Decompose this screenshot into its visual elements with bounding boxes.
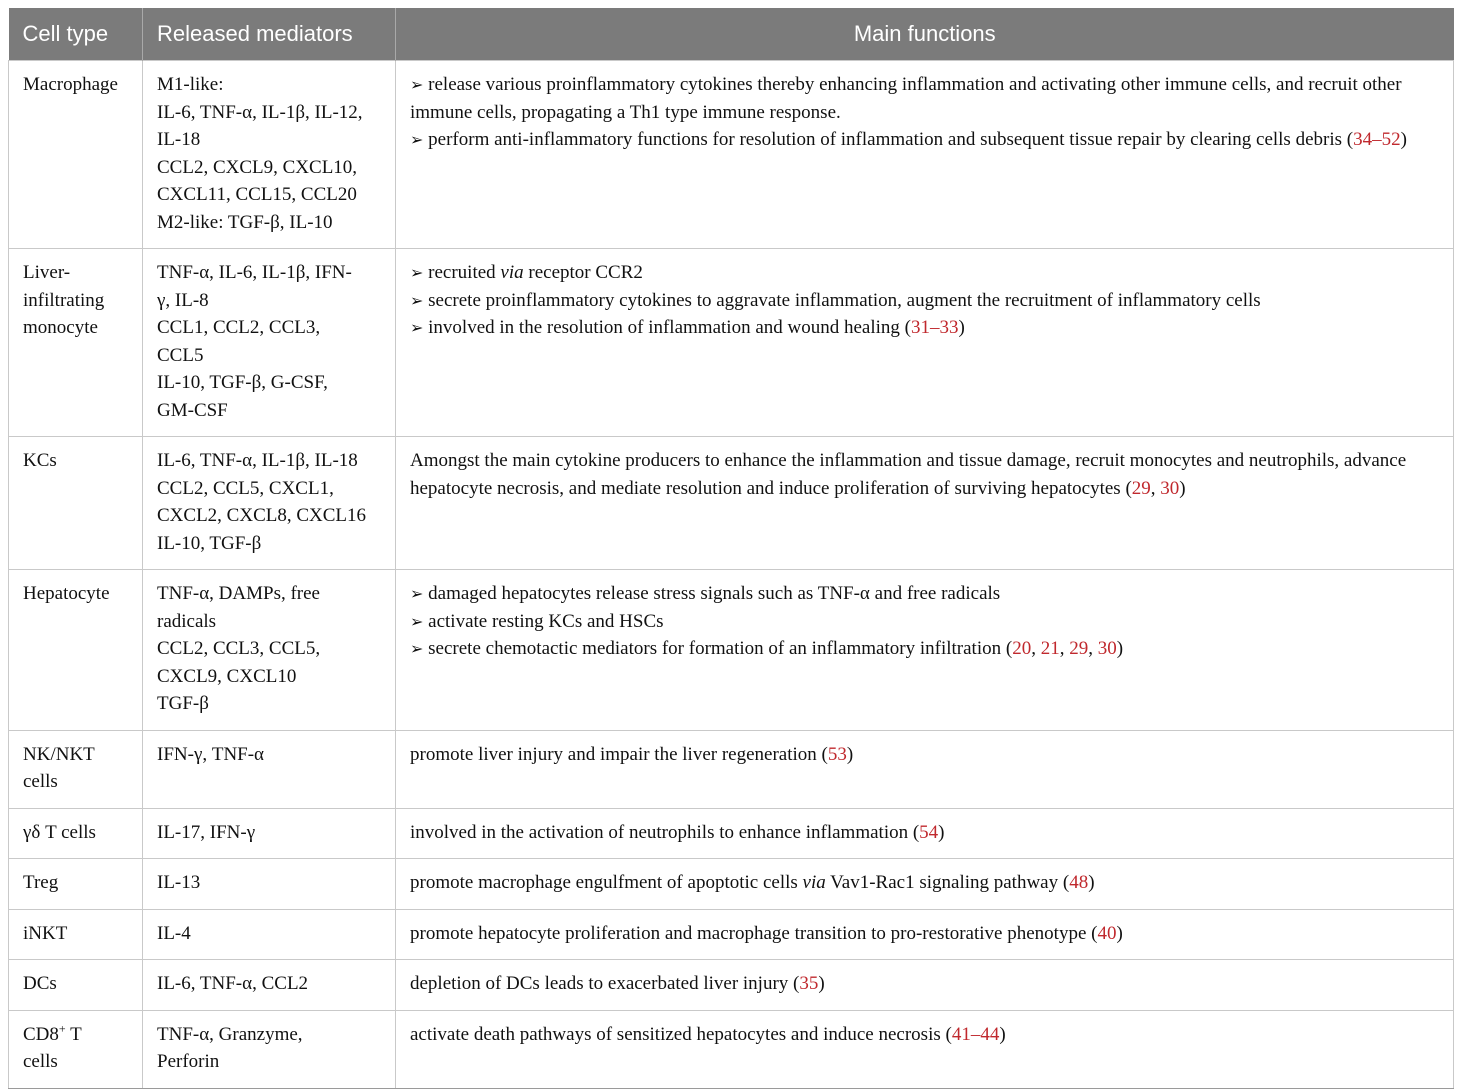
mediator-line: CCL1, CCL2, CCL3, [157, 317, 321, 338]
function-item [410, 71, 1439, 126]
cell-type-line: infiltrating [23, 289, 105, 311]
header-row [9, 8, 1454, 61]
table-row [9, 909, 1454, 960]
mediator-line: γ, IL-8 [157, 289, 209, 311]
mediator-line: IL-6, TNF-α, CCL2 [157, 973, 309, 994]
function-item [410, 635, 1439, 663]
table-row [9, 570, 1454, 731]
table-header [9, 8, 1454, 61]
table-row [9, 960, 1454, 1011]
text-part: ) [999, 1023, 1006, 1045]
mediator-line: IFN-γ, TNF-α [157, 743, 265, 765]
text-part: activate resting KCs and HSCs [428, 610, 664, 632]
mediator-line: TGF-β [157, 693, 209, 714]
mediators-cell [143, 960, 396, 1011]
italic-text: via [802, 872, 826, 893]
text-part: ) [1179, 477, 1186, 499]
text-part: Amongst the main cytokine producers to enhance the inflammation and tissue damage, recruit monocytes and neutrophils, advance hepatocyte necrosis, and mediate resolution and induce proliferation of surviving hepatocytes ( [410, 450, 1407, 499]
function-item [410, 1021, 1439, 1049]
citation-link[interactable]: 41–44 [951, 1023, 1000, 1045]
italic-text: via [500, 262, 524, 283]
text-part: , [1088, 638, 1098, 659]
header-main-functions: Main functions [396, 8, 1454, 61]
mediator-line: CXCL11, CCL15, CCL20 [157, 184, 357, 205]
table-row [9, 808, 1454, 859]
mediator-line: IL-6, TNF-α, IL-1β, IL-12, [157, 101, 363, 123]
bullet-arrow-icon: ➢ [410, 263, 424, 282]
text-part: , [1059, 638, 1070, 659]
cell-type-line: γδ T cells [23, 821, 96, 843]
cell-type-line: cells [23, 1051, 58, 1072]
mediator-line: radicals [157, 610, 217, 632]
text-part: T [65, 1023, 82, 1045]
cell-type-cell [9, 960, 143, 1011]
text-part: receptor CCR2 [523, 262, 643, 283]
mediators-cell [143, 437, 396, 570]
functions-cell [396, 437, 1454, 570]
cell-type-line: Hepatocyte [23, 583, 110, 604]
cell-type-cell [9, 249, 143, 437]
mediators-cell [143, 859, 396, 910]
mediator-line: TNF-α, DAMPs, free [157, 583, 320, 604]
cell-type-cell [9, 437, 143, 570]
mediator-line: IL-13 [157, 872, 201, 893]
function-item [410, 970, 1439, 998]
bullet-arrow-icon: ➢ [410, 584, 424, 603]
citation-link[interactable]: 30 [1097, 638, 1117, 659]
table-row [9, 859, 1454, 910]
superscript: + [58, 1021, 66, 1036]
text-part: Vav1-Rac1 signaling pathway ( [825, 872, 1070, 893]
text-part: ) [846, 743, 854, 765]
text-part: promote macrophage engulfment of apoptotic cells [410, 872, 803, 893]
function-item [410, 287, 1439, 315]
mediators-cell [143, 730, 396, 808]
bullet-arrow-icon: ➢ [410, 639, 424, 658]
mediator-line: GM-CSF [157, 399, 228, 421]
mediator-line: CXCL2, CXCL8, CXCL16 [157, 505, 367, 526]
mediators-cell [143, 61, 396, 249]
bullet-arrow-icon: ➢ [410, 75, 424, 94]
text-part: release various proinflammatory cytokines thereby enhancing inflammation and activating other immune cells, and recruit other immune cells, propagating a Th1 type immune response. [410, 74, 1402, 123]
text-part: activate death pathways of sensitized hepatocytes and induce necrosis ( [410, 1023, 952, 1045]
cell-type-line: Macrophage [23, 74, 118, 95]
functions-cell [396, 249, 1454, 437]
function-item [410, 126, 1439, 154]
citation-link[interactable]: 30 [1160, 477, 1180, 499]
cell-type-cell [9, 730, 143, 808]
cell-type-line: monocyte [23, 317, 98, 338]
mediator-line: IL-10, TGF-β [157, 532, 262, 554]
text-part: secrete proinflammatory cytokines to aggravate inflammation, augment the recruitment of inflammatory cells [428, 289, 1261, 311]
functions-cell [396, 61, 1454, 249]
mediator-line: IL-4 [157, 922, 191, 944]
table-row [9, 61, 1454, 249]
mediators-cell [143, 570, 396, 731]
cell-mediator-table [8, 8, 1454, 1089]
mediator-line: CCL2, CCL5, CXCL1, [157, 477, 334, 499]
header-cell-type: Cell type [9, 8, 143, 61]
text-part: damaged hepatocytes release stress signals such as TNF-α and free radicals [428, 583, 1001, 604]
cell-type-cell [9, 61, 143, 249]
mediator-line: M1-like: [157, 74, 224, 95]
text-part: ) [1116, 922, 1123, 944]
text-part: ) [938, 821, 945, 843]
function-item [410, 741, 1439, 769]
mediators-cell [143, 249, 396, 437]
function-item [410, 608, 1439, 636]
table-body [9, 61, 1454, 1089]
mediator-line: CCL2, CXCL9, CXCL10, [157, 156, 358, 178]
bullet-arrow-icon: ➢ [410, 611, 424, 631]
citation-link[interactable]: 31–33 [910, 317, 959, 338]
mediator-line: CCL5 [157, 344, 204, 366]
bullet-arrow-icon: ➢ [410, 290, 424, 310]
functions-cell [396, 909, 1454, 960]
functions-cell [396, 730, 1454, 808]
mediator-line: Perforin [157, 1051, 220, 1072]
mediators-cell [143, 808, 396, 859]
citation-link[interactable]: 29 [1131, 477, 1151, 499]
table-row [9, 730, 1454, 808]
header-released-mediators: Released mediators [143, 8, 396, 61]
text-part: ) [1116, 638, 1124, 659]
cell-type-line: DCs [23, 973, 57, 994]
mediators-cell [143, 1010, 396, 1088]
mediator-line: M2-like: TGF-β, IL-10 [157, 211, 333, 233]
mediator-line: IL-6, TNF-α, IL-1β, IL-18 [157, 450, 358, 471]
function-item [410, 259, 1439, 287]
text-part: involved in the activation of neutrophils to enhance inflammation ( [410, 821, 920, 843]
cell-type-cell [9, 808, 143, 859]
mediator-line: CCL2, CCL3, CCL5, [157, 638, 321, 659]
function-item [410, 314, 1439, 342]
table-row [9, 437, 1454, 570]
cell-type-line: iNKT [23, 922, 68, 944]
table-row [9, 1010, 1454, 1088]
table-row [9, 249, 1454, 437]
citation-link[interactable]: 53 [827, 743, 847, 765]
bullet-arrow-icon: ➢ [410, 130, 424, 149]
cell-type-line: KCs [23, 450, 57, 471]
text-part: ) [1088, 872, 1095, 893]
cell-type-cell [9, 859, 143, 910]
cell-type-line: NK/NKT [23, 743, 95, 765]
function-item [410, 580, 1439, 608]
cell-type-line: cells [23, 771, 58, 792]
cell-type-line [23, 1021, 128, 1049]
text-part: depletion of DCs leads to exacerbated liver injury ( [410, 973, 800, 994]
function-item [410, 819, 1439, 847]
mediator-line: CXCL9, CXCL10 [157, 665, 297, 687]
function-item [410, 447, 1439, 502]
mediator-line: TNF-α, IL-6, IL-1β, IFN- [157, 262, 352, 283]
citation-link[interactable]: 54 [919, 821, 939, 843]
functions-cell [396, 570, 1454, 731]
cell-type-cell [9, 1010, 143, 1088]
citation-link[interactable]: 35 [799, 973, 819, 994]
functions-cell [396, 808, 1454, 859]
function-item [410, 920, 1439, 948]
mediators-cell [143, 909, 396, 960]
citation-link[interactable]: 20 [1012, 638, 1032, 659]
functions-cell [396, 1010, 1454, 1088]
text-part: promote hepatocyte proliferation and macrophage transition to pro-restorative phenotype ( [410, 922, 1098, 944]
text-part: , [1150, 477, 1161, 499]
cell-type-line: Treg [23, 872, 59, 893]
citation-link[interactable]: 34–52 [1353, 129, 1401, 150]
text-part: secrete chemotactic mediators for formation of an inflammatory infiltration ( [428, 638, 1013, 659]
mediator-line: IL-17, IFN-γ [157, 821, 256, 843]
text-part: , [1031, 638, 1041, 659]
cell-type-cell [9, 909, 143, 960]
function-item [410, 869, 1439, 897]
citation-link[interactable]: 40 [1097, 922, 1117, 944]
citation-link[interactable]: 48 [1069, 872, 1089, 893]
text-part: recruited [428, 262, 501, 283]
text-part: promote liver injury and impair the liver regeneration ( [410, 743, 828, 765]
cell-type-line: Liver- [23, 262, 71, 283]
table-container [8, 8, 1453, 1089]
functions-cell [396, 960, 1454, 1011]
bullet-arrow-icon: ➢ [410, 318, 424, 337]
text-part: ) [958, 317, 965, 338]
text-part: CD8 [23, 1023, 59, 1045]
citation-link[interactable]: 29 [1069, 638, 1089, 659]
text-part: ) [818, 973, 825, 994]
functions-cell [396, 859, 1454, 910]
mediator-line: TNF-α, Granzyme, [157, 1023, 303, 1045]
citation-link[interactable]: 21 [1040, 638, 1060, 659]
mediator-line: IL-10, TGF-β, G-CSF, [157, 372, 328, 393]
text-part: ) [1400, 129, 1407, 150]
text-part: involved in the resolution of inflammation and wound healing ( [428, 317, 911, 338]
text-part: perform anti-inflammatory functions for resolution of inflammation and subsequent tissue repair by clearing cells debris ( [428, 129, 1354, 150]
cell-type-cell [9, 570, 143, 731]
mediator-line: IL-18 [157, 129, 201, 150]
